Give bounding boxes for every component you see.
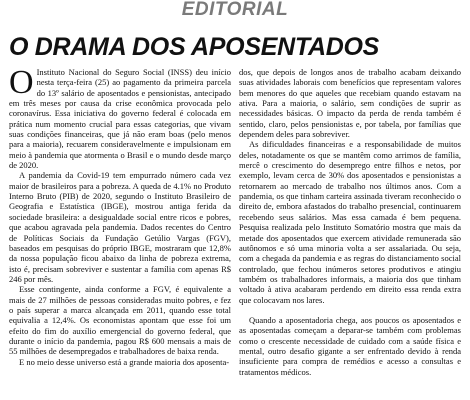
article-paragraph: Quando a aposentadoria chega, aos poucos os aposentados e as aposentadas começam a deparar-se também com problemas como o crescente necessidade de cuidado com a saúde física e mental, outro desafio gigante a ser enfrentado devido à renda insuficiente para compra de remédios e acesso a consultas e tratamentos médicos. — [239, 314, 461, 377]
article-column-1 — [9, 67, 231, 397]
article-paragraph: As dificuldades financeiras e a responsabilidade de muitos deles, notadamente os que se mantêm como arrimos de família, mercê o crescimento do desemprego entre filhos e netos, por exemplo, levam cerca de 30% dos aposentados e pensionistas a retornarem ao mercado de trabalho nos últimos anos. Com a pandemia, os que tinham carteira assinada tiveram reconhecido o direito de, embora afastados do trabalho presencial, continuarem recebendo seus salários. Mas essa camada é bem pequena. Pesquisa realizada pelo Instituto Somatório mostra que mais da metade dos aposentados que exercem atividade remunerada são autônomos e só uma minoria volta a ser assalariada. Ou seja, com a chegada da pandemia e as regras do distanciamento social controlado, que fechou inúmeros setores produtivos e atingiu também os trabalhadores informais, a maioria dos que tinham voltado à ativa acabaram perdendo em direito essa renda extra que colocavam nos lares. — [239, 139, 461, 305]
article-paragraph: A pandemia da Covid-19 tem empurrado número cada vez maior de brasileiros para a pobreza. A queda de 4.1% no Produto Interno Bruto (PIB) de 2020, segundo o Instituto Brasileiro de Geografia e Estatística (IBGE), mostrou antiga ferida da sociedade brasileira: a desigualdade social entre ricos e pobres, que acabou agravada pela pandemia. Dados recentes do Centro de Políticas Sociais da Fundação Getúlio Vargas (FGV), baseados em pesquisas do próprio IBGE, mostraram que 12,8% da nossa população ficou abaixo da linha de pobreza extrema, isto é, precisam sobreviver e sustentar a família com apenas R$ 246 por mês. — [9, 170, 231, 284]
article-paragraph: Esse contingente, ainda conforme a FGV, é equivalente a mais de 27 milhões de pessoas consideradas muito pobres, e fez o país superar a marca alcançada em 2011, quando esse total equivalia a 12,4%. Os economistas apontam que esse foi um efeito do fim do auxílio emergencial do governo federal, que durante o início da pandemia, pagou R$ 600 mensais a mais de 55 milhões de desempregados e trabalhadores de baixa renda. — [9, 284, 231, 357]
paragraph-text: Instituto Nacional do Seguro Social (INSS) deu início nesta terça-feira (25) ao pagamento da primeira parcela do 13º salário de aposentados e pensionistas, antecipado em três meses por causa da crise econômica provocada pelo coronavírus. Essa iniciativa do governo federal é colocada em prática num momento crucial para essas categorias, que vivam suas condições financeiras, que já não eram boas (pelo menos para a maioria), recuarem consideravelmente e impulsionam em meio à pandemia que atormenta o Brasil e o mundo desde março de 2020. — [9, 67, 231, 171]
drop-cap: O — [9, 67, 34, 101]
article-paragraph: E no meio desse universo está a grande maioria dos aposenta- — [19, 356, 230, 367]
section-label: EDITORIAL — [181, 0, 289, 20]
article-paragraph: dos, que depois de longos anos de trabalho acabam deixando suas atividades laborais com benefícios que representam valores bem menores do que aqueles que recebiam quando estavam na ativa. Para a maioria, o salário, sem condições de suprir as necessidades básicas. O impacto da perda de renda também é sentido, claro, pelos pensionistas e, por tabela, por famílias que dependem deles para sobreviver. — [239, 67, 461, 140]
article-paragraph — [9, 67, 231, 170]
article-column-2 — [239, 67, 461, 397]
article-body — [9, 67, 461, 397]
headline: O DRAMA DOS APOSENTADOS — [9, 33, 379, 61]
